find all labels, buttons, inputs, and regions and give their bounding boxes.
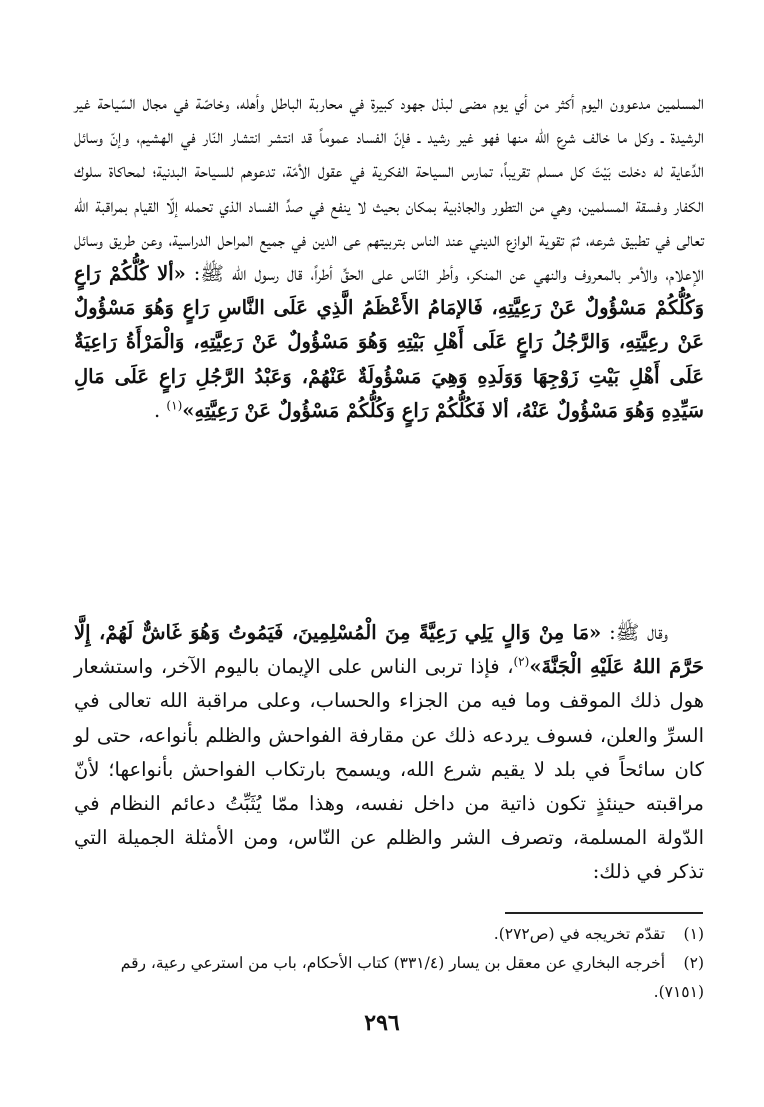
paragraph-end: . bbox=[154, 398, 167, 422]
footnote-item bbox=[74, 920, 704, 949]
hadith-quote: «مَا مِنْ وَالٍ يَلِي رَعِيَّةً مِنَ الْمُسْلِمِينَ، فَيَمُوتُ وَهُوَ غَاشٌّ لَهُمْ، إِلَّا حَرَّمَ اللهُ عَلَيْهِ الْجَنَّةَ» bbox=[74, 621, 704, 679]
footnote-item bbox=[74, 949, 704, 1007]
hadith-quote: «ألا كُلُّكُمْ رَاعٍ وَكُلُّكُمْ مَسْؤُولٌ عَنْ رَعِيَّتِهِ، فَالإمَامُ الأَعْظَمُ الَّذِي عَلَى النَّاسِ رَاعٍ وَهُوَ مَسْؤُولٌ عَنْ رعِيَّتِهِ، وَالرَّجُلُ رَاعٍ عَلَى أَهْلِ بَيْتِهِ وَهُوَ مَسْؤُولٌ عَنْ رَعِيَّتِهِ، وَالْمَرْأَةُ رَاعِيَةٌ عَلَى أَهْلِ بَيْتِ زَوْجِهَا وَوَلَدِهِ وَهِيَ مَسْؤُولَةٌ عَنْهُمْ، وَعَبْدُ الرَّجُلِ رَاعٍ عَلَى مَالِ سَيِّدِهِ وَهُوَ مَسْؤُولٌ عَنْهُ، ألا فَكُلُّكُمْ رَاعٍ وَكُلُّكُمْ مَسْؤُولٌ عَنْ رَعِيَّتِهِ» bbox=[74, 262, 704, 422]
footnotes bbox=[74, 920, 704, 1007]
paragraph-text: ، فإذا تربى الناس على الإيمان باليوم الآخر، واستشعار هول ذلك الموقف وما فيه من الجزاء والحساب، وعلى مراقبة الله تعالى في السرِّ والعلن، فسوف يردعه ذلك عن مقارفة الفواحش والظلم بأنواعه، حتى لو كان سائحاً في بلد لا يقيم شرع الله، ويسمح بارتكاب الفواحش بأنواعها؛ لأنّ مراقبته حينئذٍ تكون ذاتية من داخل نفسه، وهذا ممّا يُثَبِّتُ دعائم النظام في الدّولة المسلمة، وتصرف الشر والظلم عن النّاس، ومن الأمثلة الجميلة التي تذكر في ذلك: bbox=[74, 655, 704, 884]
footnote-text: أخرجه البخاري عن معقل بن يسار (٣٣١/٤) كتاب الأحكام، باب من استرعي رعية، رقم (٧١٥١). bbox=[120, 954, 704, 1001]
body-paragraph-1 bbox=[74, 86, 704, 428]
page-number: ٢٩٦ bbox=[364, 1010, 400, 1036]
footnote-number: (٢) bbox=[683, 954, 704, 972]
footnote-reference: (١) bbox=[166, 398, 183, 413]
body-paragraph-2 bbox=[74, 616, 704, 890]
footnote-number: (١) bbox=[683, 925, 704, 943]
footnote-reference: (٢) bbox=[513, 654, 530, 669]
footnote-text: تقدّم تخريجه في (ص٢٧٢). bbox=[493, 925, 666, 943]
paragraph-intro: وقال ﷺ: bbox=[601, 621, 668, 644]
footnote-separator bbox=[505, 912, 703, 914]
paragraph-text: المسلمين مدعوون اليوم أكثر من أي يوم مضى لبذل جهود كبيرة في محاربة الباطل وأهله، وخاصّة في مجال السّياحة غير الرشيدة ـ وكل ما خالف شرع الله منها فهو غير رشيد ـ فإنّ الفساد عموماً قد انتشر انتشار النّار في الهشيم، وإنّ وسائل الدِّعاية له دخلت بَيْتَ كل مسلم تقريباً، تمارس السياحة الفكرية في عقول الأمّة، تدعوهم للسياحة البدنية؛ لمحاكاة سلوك الكفار وفسقة المسلمين، وهي من التطور والجاذبية بمكان بحيث لا ينفع في صدِّ الفساد الذي تحمله إلّا القيام بمراقبة الله تعالى في تطبيق شرعه، ثمّ تقوية الوازع الديني عند الناس بتربيتهم عى الدين في جميع المراحل الدراسية، وعن طريق وسائل الإعلام، والأمر بالمعروف والنهي عن المنكر، وأطر النّاس على الحقِّ أطراً، قال رسول الله ﷺ: bbox=[74, 91, 705, 286]
